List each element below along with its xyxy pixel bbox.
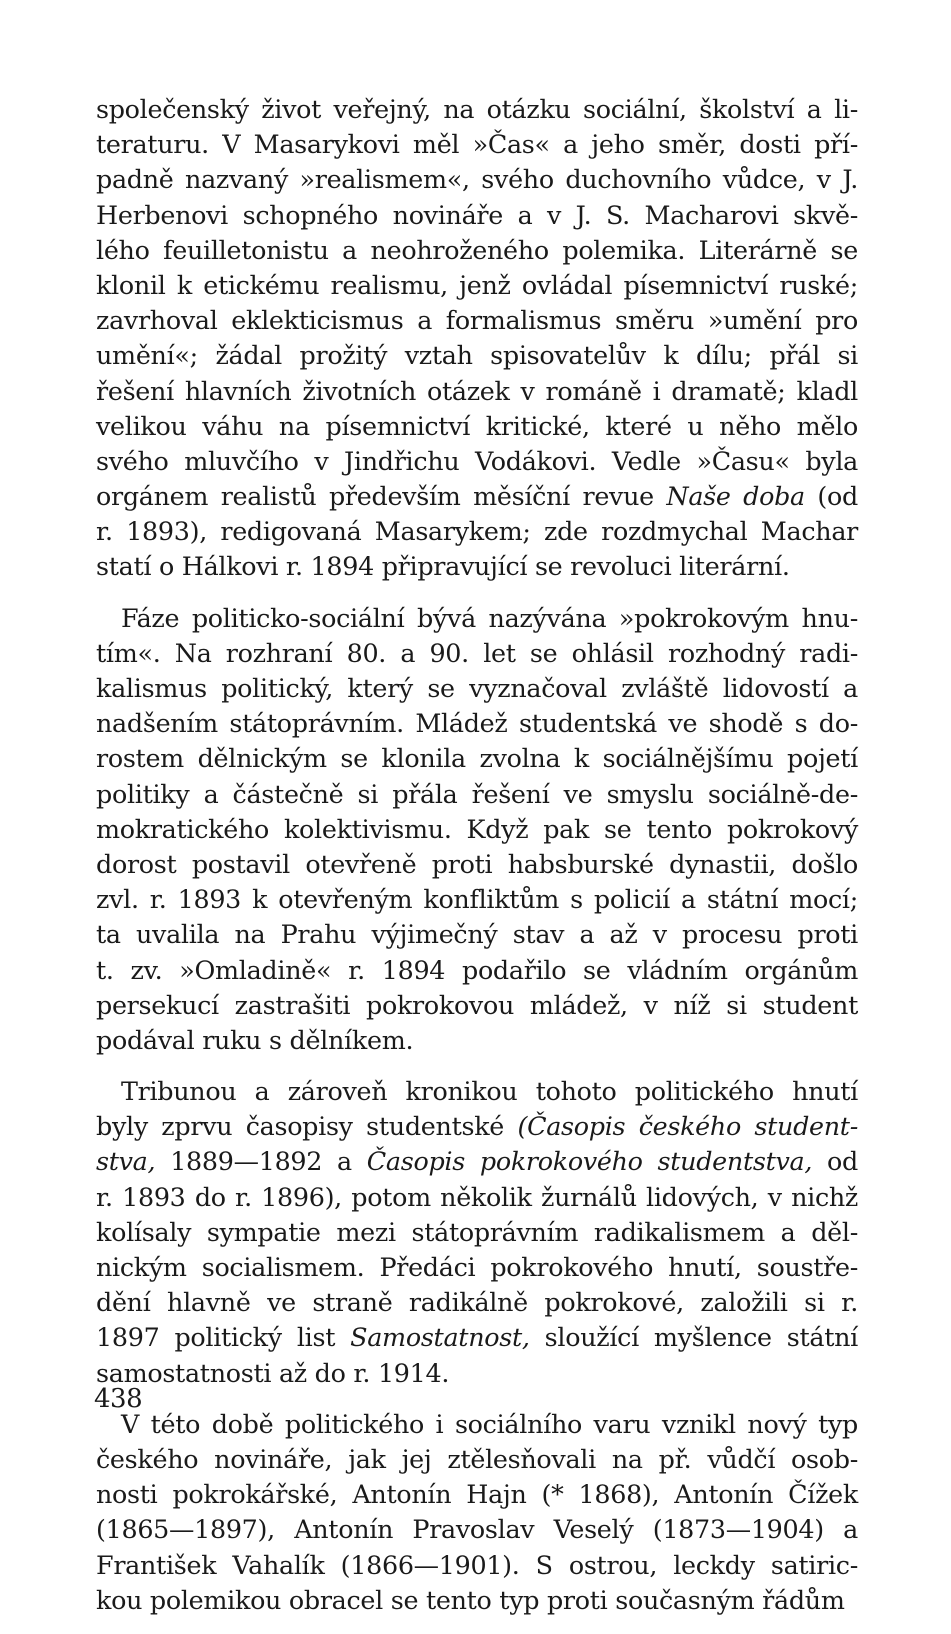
text-line: nosti pokrokářské, Antonín Hajn (* 1868), Antonín Čížek xyxy=(96,1479,858,1510)
text-line: politiky a částečně si přála řešení ve smyslu sociálně-de- xyxy=(96,778,858,809)
paragraph xyxy=(96,1074,858,1391)
italic-title: stva, xyxy=(96,1146,156,1177)
text-line: tím«. Na rozhraní 80. a 90. let se ohlásil rozhodný radi- xyxy=(96,637,858,668)
text-line: kolísaly sympatie mezi státoprávním radikalismem a děl- xyxy=(96,1216,858,1247)
text-line: Tribunou a zároveň kronikou tohoto politického hnutí xyxy=(121,1076,858,1107)
text-line: V této době politického i sociálního varu vznikl nový typ xyxy=(121,1408,858,1439)
italic-title: Naše doba xyxy=(666,481,805,512)
text-line: klonil k etickému realismu, jenž ovládal písemnictví ruské; xyxy=(96,269,858,300)
text-line xyxy=(96,1144,858,1179)
text-run: (od xyxy=(804,481,858,512)
italic-title: (Časopis českého student- xyxy=(517,1111,858,1142)
text-line: teraturu. V Masarykovi měl »Čas« a jeho směr, dosti pří- xyxy=(96,129,858,160)
text-line xyxy=(96,479,858,514)
text-line: nickým socialismem. Předáci pokrokového hnutí, soustře- xyxy=(96,1252,858,1282)
italic-title: Samostatnost, xyxy=(350,1322,530,1353)
text-line: r. 1893), redigovaná Masarykem; zde rozdmychal Machar xyxy=(96,516,858,547)
text-block xyxy=(96,92,858,1618)
paragraph xyxy=(96,92,858,585)
text-line: českého novináře, jak jej ztělesňovali na př. vůdčí osob- xyxy=(96,1443,858,1474)
text-line: velikou váhu na písemnictví kritické, které u něho mělo xyxy=(96,410,858,441)
text-line: dění hlavně ve straně radikálně pokrokové, založili si r. xyxy=(96,1287,858,1318)
text-line: rostem dělnickým se klonila zvolna k sociálnějšímu pojetí xyxy=(96,743,858,774)
text-line: r. 1893 do r. 1896), potom několik žurnálů lidových, v nichž xyxy=(96,1181,858,1212)
page-number: 438 xyxy=(94,1384,143,1414)
text-line: zvl. r. 1893 k otevřeným konfliktům s policií a státní mocí; xyxy=(96,884,858,915)
text-line: řešení hlavních životních otázek v románě i dramatě; kladl xyxy=(96,375,858,406)
text-line: padně nazvaný »realismem«, svého duchovního vůdce, v J. xyxy=(96,164,858,195)
text-line: t. zv. »Omladině« r. 1894 podařilo se vládním orgánům xyxy=(96,954,858,985)
text-line: nadšením státoprávním. Mládež studentská ve shodě s do- xyxy=(96,708,858,739)
paragraph xyxy=(96,601,858,1058)
page-body xyxy=(96,92,858,1634)
text-line xyxy=(96,1320,858,1355)
text-line: společenský život veřejný, na otázku sociální, školství a li- xyxy=(96,94,858,124)
text-line xyxy=(96,1109,858,1144)
text-line: Fáze politicko-sociální bývá nazývána »pokrokovým hnu- xyxy=(121,602,858,633)
text-run: sloužící myšlence státní xyxy=(529,1322,858,1353)
text-line: (1865—1897), Antonín Pravoslav Veselý (1873—1904) a xyxy=(96,1514,858,1545)
text-line: persekucí zastrašiti pokrokovou mládež, v níž si student xyxy=(96,989,858,1020)
text-line: mokratického kolektivismu. Když pak se tento pokrokový xyxy=(96,813,858,844)
text-run: 1897 politický list xyxy=(96,1322,351,1353)
text-run: 1889—1892 a xyxy=(155,1146,367,1177)
text-line: František Vahalík (1866—1901). S ostrou, leckdy satiric- xyxy=(96,1549,858,1580)
text-line: Herbenovi schopného novináře a v J. S. Macharovi skvě- xyxy=(96,199,858,230)
text-line: statí o Hálkovi r. 1894 připravující se revoluci literární. xyxy=(96,551,790,582)
text-line: kou polemikou obracel se tento typ proti současným řádům xyxy=(96,1584,845,1615)
text-line: ta uvalila na Prahu výjimečný stav a až v procesu proti xyxy=(96,919,858,950)
italic-title: Časopis pokrokového studentstva, xyxy=(366,1146,813,1177)
text-line: zavrhoval eklekticismus a formalismus směru »umění pro xyxy=(96,305,858,336)
text-line: samostatnosti až do r. 1914. xyxy=(96,1357,450,1388)
paragraph xyxy=(96,1407,858,1618)
text-run: byly zprvu časopisy studentské xyxy=(96,1111,518,1142)
text-line: podával ruku s dělníkem. xyxy=(96,1024,414,1055)
text-line: lého feuilletonistu a neohroženého polemika. Literárně se xyxy=(96,234,858,265)
text-run: orgánem realistů především měsíční revue xyxy=(96,481,667,512)
text-line: svého mluvčího v Jindřichu Vodákovi. Vedle »Času« byla xyxy=(96,445,858,476)
text-line: dorost postavil otevřeně proti habsburské dynastii, došlo xyxy=(96,848,858,879)
text-line: umění«; žádal prožitý vztah spisovatelův k dílu; přál si xyxy=(96,340,858,371)
text-run: od xyxy=(812,1146,858,1177)
text-line: kalismus politický, který se vyznačoval zvláště lidovostí a xyxy=(96,673,858,703)
